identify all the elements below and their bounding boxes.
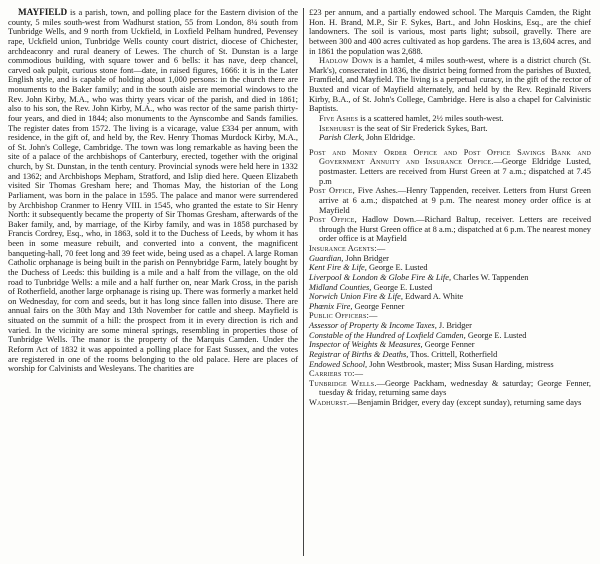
carrier-destination: Tunbridge Wells.: [309, 378, 377, 388]
post-office-hadlow-down: [309, 215, 591, 244]
post-office-five-ashes-heading: Post Office,: [309, 186, 355, 196]
carrier-details: —Benjamin Bridger, every day (except sunday), returning same days: [349, 398, 582, 407]
public-officer-title: Registrar of Births & Deaths,: [309, 349, 409, 359]
post-office-heading: Post and Money Order Office and Post Office Savings Bank and Government Annuity and Insurance Office.: [309, 147, 591, 167]
carriers-heading: Carriers to:—: [309, 369, 364, 379]
insurance-agent-item: [309, 292, 591, 302]
left-column: [8, 8, 298, 374]
hadlow-paragraph: [309, 56, 591, 114]
column-divider: [303, 8, 304, 556]
insurance-agent-name: Liverpool & London & Globe Fire & Life,: [309, 272, 452, 282]
insurance-agent-item: [309, 302, 591, 312]
parish-clerk: [309, 133, 591, 143]
right-column: [309, 8, 591, 408]
post-office-five-ashes-text: Five Ashes.—Henry Tappenden, receiver. Letters from Hurst Green arrive at 6 a.m.; dispatched at 9 p.m. The nearest money order office is at Mayfield: [319, 186, 591, 215]
insurance-agent-value: Edward A. White: [402, 292, 464, 302]
insurance-agent-value: George Fenner: [352, 301, 405, 311]
isenhurst-text: is the seat of Sir Frederick Sykes, Bart.: [354, 123, 488, 133]
insurance-agent-item: [309, 283, 591, 293]
insurance-agent-value: George E. Lusted: [371, 282, 433, 292]
insurance-agent-value: Charles W. Tappenden: [451, 272, 529, 282]
hadlow-text: is a hamlet, 4 miles south-west, where is a district church (St. Mark's), consecrated in 1836, the district being formed from the parishes of Buxted, Framfield, and Mayfield. The living is a perpetual curacy, in the gift of the rector of Buxted and vicar of Mayfield alternately, and held by the Rev. Reginald Rivers Kirby, B.A., of St. John's College, Cambridge. Here is also a chapel for Calvinistic Baptists.: [309, 56, 592, 114]
insurance-agent-name: Phœnix Fire,: [309, 301, 353, 311]
insurance-agent-name: Guardian,: [309, 253, 344, 263]
five-ashes-paragraph: [309, 114, 591, 124]
public-officer-name: John Westbrook, master; Miss Susan Harding, mistress: [367, 359, 554, 369]
mayfield-text: is a parish, town, and polling place for the Eastern division of the county, 5 miles south-west from Wadhurst station, 55 from London, 8¼ south from Tunbridge Wells, and 9 north from Uckfield, in Loxfield Pelham hundred, Pevensey rape, Uckfield union, Tunbridge Wells county court district, diocese of Chichester, archdeaconry and rural deanery of Lewes. The church of St. Dunstan is a large commodious building, with square tower and 6 bells: it has nave, deep chancel, carved oak pulpit, curious stone font—date, in raised figures, 1666: it is in the Later English style, and is capable of holding about 1,000 persons: in the church there are monuments to the Baker family; and in the south aisle are memorial windows to the Rev. John Kirby, M.A., who was thirty years vicar of the parish, and died in 1861; also to his son, the Rev. John Kirby, M.A., who was rector of the same parish thirty-four years, and died in 1844; also monuments to the Aynscombe and Sands families. The register dates from 1572. The living is a vicarage, value £334 per annum, with residence, in the gift of, and held by, the Rev. Henry Thomas Murdock Kirby, M.A., of St. John's College, Cambridge. The town was long remarkable as having been the site of a palace of the archbishops of Canterbury, erected, together with the original church, by St. Dunstan, in the tenth century. Provincial synods were held here in 1332 and 1362; and Archbishops Mepham, Stratford, and Islip died here. Queen Elizabeth visited Sir Thomas Gresham here; and Thomas May, the historian of the Long Parliament, was born in the palace in 1595. The palace and manor were surrendered by Archbishop Cranmer to Henry VIII. in 1545, who granted the estate to Sir Henry North: it subsequently became the property of Sir Thomas Gresham, afterwards of the Baker family, and, by marriage, of the Kirby family, and was in 1858 purchased by Francis Cordrey, Esq., who, in 1863, sold it to the Duchess of Leeds, by whom it has been in some measure rebuilt, and converted into a convent, the magnificent banqueting-hall, 70 feet long and 39 feet wide, being used as a chapel. A large Roman Catholic orphanage is being built in the parish on Pennybridge Farm, lately bought by the Duchess of Leeds: this building is a mile and a half from the village, on the old road to Tunbridge Wells: a mile and a half further on, near Mark Cross, in the parish of Rotherfield, another large orphanage is rising up. There was formerly a market held on Wednesday, for corn and seeds, but it has long since fallen into disuse. There are annual fairs on the 30th May and 13th November for cattle and sheep. Mayfield is situated on the summit of a hill: the prospect from it in every direction is rich and varied. In the vicinity are some mineral springs, resembling in properties those of Tunbridge Wells. The manor is the property of the Marquis Camden. Under the Reform Act of 1832 it was appointed a polling place for East Sussex, and the votes are registered in one of the rooms belonging to the old palace. Here are places of worship for Calvinists and Wesleyans. The charities are: [8, 8, 298, 374]
five-ashes-heading: Five Ashes: [319, 113, 359, 123]
public-officers-heading: Public Officers:—: [309, 311, 378, 321]
mayfield-continued: £23 per annum, and a partially endowed school. The Marquis Camden, the Right Hon. H. Brand, M.P., Sir F. Sykes, Bart., and John Hoskins, Esq., are the chief landowners. The soil is various, most parts light; subsoil, gravelly. There are between 300 and 400 acres cultivated as hop gardens. The area is 13,604 acres, and in 1861 the population was 2,688.: [309, 8, 591, 56]
insurance-agent-name: Midland Counties,: [309, 282, 372, 292]
public-officer-title: Inspector of Weights & Measures,: [309, 340, 423, 350]
public-officer-name: George E. Lusted: [465, 330, 527, 340]
hadlow-heading: Hadlow Down: [319, 56, 373, 66]
public-officer-title: Assessor of Property & Income Taxes,: [309, 321, 437, 330]
carrier-destination: Wadhurst.: [309, 398, 350, 407]
post-office-text: —George Eldridge Lusted, postmaster. Letters are received from Hurst Green at 7 a.m.; dispatched at 7.45 p.m: [319, 157, 591, 186]
public-officer-item: [309, 350, 591, 360]
carrier-item: [309, 379, 591, 398]
public-officer-title: Constable of the Hundred of Loxfield Camden,: [309, 330, 466, 340]
post-office-mayfield: [309, 148, 591, 187]
public-officer-item: [309, 331, 591, 341]
parish-clerk-label: Parish Clerk,: [319, 133, 365, 143]
insurance-agent-item: [309, 254, 591, 264]
insurance-agent-name: Norwich Union Fire & Life,: [309, 292, 403, 302]
carrier-details: —George Packham, wednesday & saturday; George Fenner, tuesday & friday, returning same days: [319, 378, 591, 398]
post-office-hadlow-text: Hadlow Down.—Richard Baltup, receiver. Letters are received through the Hurst Green office at 8 a.m.; dispatched at 6 p.m. The nearest money order office is at Mayfield: [319, 215, 592, 244]
isenhurst-paragraph: [309, 124, 591, 134]
insurance-agent-value: George E. Lusted: [366, 263, 428, 273]
mayfield-paragraph: [8, 8, 298, 374]
insurance-agent-item: [309, 263, 591, 273]
public-officer-item: [309, 321, 591, 331]
insurance-agents-heading: Insurance Agents:—: [309, 244, 386, 253]
public-officer-title: Endowed School,: [309, 359, 368, 369]
post-office-five-ashes: [309, 186, 591, 215]
five-ashes-text: is a scattered hamlet, 2½ miles south-west.: [358, 113, 504, 123]
insurance-agent-item: [309, 273, 591, 283]
public-officer-item: [309, 360, 591, 370]
carrier-item: [309, 398, 591, 408]
public-officer-item: [309, 340, 591, 350]
mayfield-heading: MAYFIELD: [18, 7, 68, 17]
insurance-agent-name: Kent Fire & Life,: [309, 263, 367, 273]
public-officer-name: Thos. Crittell, Rotherfield: [408, 349, 498, 359]
post-office-hadlow-heading: Post Office,: [309, 215, 357, 225]
public-officer-name: J. Bridger: [436, 321, 472, 330]
isenhurst-heading: Isenhurst: [319, 123, 355, 133]
public-officer-name: George Fenner: [422, 340, 475, 350]
insurance-agent-value: John Bridger: [343, 253, 389, 263]
parish-clerk-name: John Eldridge.: [364, 133, 416, 143]
